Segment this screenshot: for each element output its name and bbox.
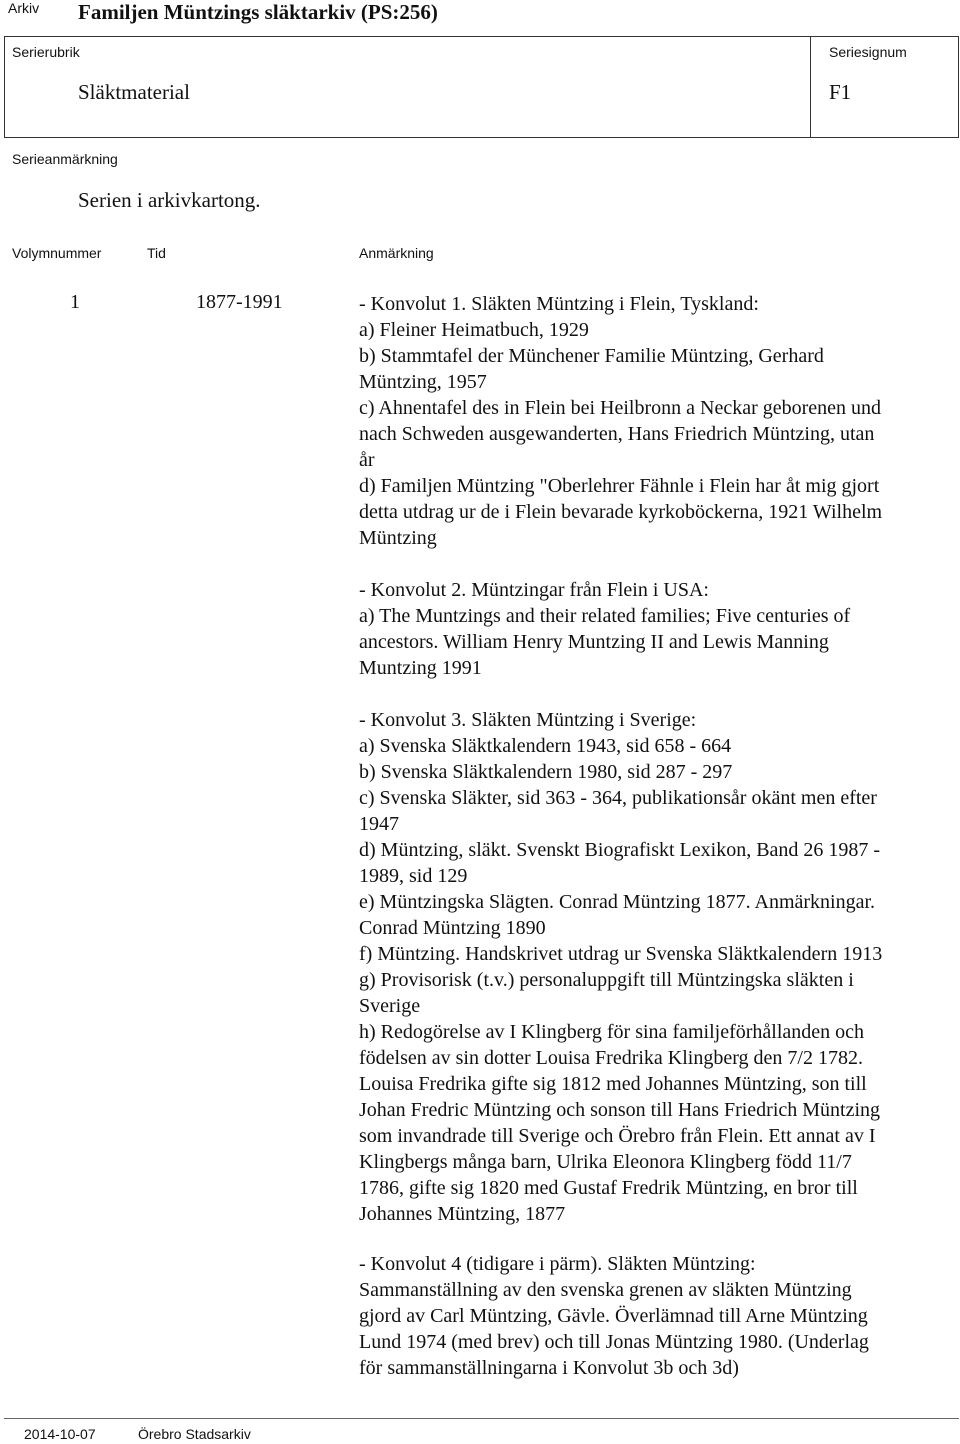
konvolut-1-line: Müntzing <box>359 527 437 549</box>
footer-org: Örebro Stadsarkiv <box>138 1426 251 1442</box>
konvolut-3-line: födelsen av sin dotter Louisa Fredrika Klingberg den 7/2 1782. <box>359 1047 863 1069</box>
konvolut-1-line: a) Fleiner Heimatbuch, 1929 <box>359 319 589 341</box>
konvolut-3-line: c) Svenska Släkter, sid 363 - 364, publikationsår okänt men efter <box>359 787 877 809</box>
volume-number: 1 <box>70 291 80 313</box>
konvolut-1-line: nach Schweden ausgewanderten, Hans Friedrich Müntzing, utan <box>359 423 875 445</box>
volume-tid: 1877-1991 <box>196 291 283 313</box>
box-divider <box>810 36 811 138</box>
konvolut-3-line: g) Provisorisk (t.v.) personaluppgift till Müntzingska släkten i <box>359 969 854 991</box>
konvolut-3-line: e) Müntzingska Slägten. Conrad Müntzing 1877. Anmärkningar. <box>359 891 876 913</box>
konvolut-4-line: gjord av Carl Müntzing, Gävle. Överlämnad till Arne Müntzing <box>359 1305 868 1327</box>
konvolut-1 <box>359 291 959 551</box>
seriesignum-label: Seriesignum <box>829 44 907 60</box>
konvolut-1-line: detta utdrag ur de i Flein bevarade kyrkoböckerna, 1921 Wilhelm <box>359 501 883 523</box>
box-right-border <box>958 36 959 138</box>
konvolut-4-line: Sammanställning av den svenska grenen av släkten Müntzing <box>359 1279 852 1301</box>
konvolut-3-line: - Konvolut 3. Släkten Müntzing i Sverige: <box>359 709 697 731</box>
column-header-volymnummer: Volymnummer <box>12 245 102 261</box>
serierubrik-label: Serierubrik <box>12 44 80 60</box>
konvolut-3-line: som invandrade till Sverige och Örebro från Flein. Ett annat av I <box>359 1125 876 1147</box>
konvolut-3-line: h) Redogörelse av I Klingberg för sina familjeförhållanden och <box>359 1021 865 1043</box>
seriesignum-value: F1 <box>829 80 852 104</box>
serierubrik-value: Släktmaterial <box>78 80 190 104</box>
konvolut-3 <box>359 707 959 1227</box>
konvolut-3-line: b) Svenska Släktkalendern 1980, sid 287 - 297 <box>359 761 733 783</box>
konvolut-1-line: b) Stammtafel der Münchener Familie Müntzing, Gerhard <box>359 345 824 367</box>
konvolut-1-line: d) Familjen Müntzing "Oberlehrer Fähnle i Flein har åt mig gjort <box>359 475 880 497</box>
konvolut-3-line: d) Müntzing, släkt. Svenskt Biografiskt Lexikon, Band 26 1987 - <box>359 839 881 861</box>
konvolut-2-line: a) The Muntzings and their related families; Five centuries of <box>359 605 851 627</box>
column-header-anmarkning: Anmärkning <box>359 245 434 261</box>
konvolut-3-line: a) Svenska Släktkalendern 1943, sid 658 - 664 <box>359 735 732 757</box>
column-header-tid: Tid <box>147 245 166 261</box>
footer-date: 2014-10-07 <box>24 1426 96 1442</box>
archive-label: Arkiv <box>8 0 40 16</box>
konvolut-2-line: Muntzing 1991 <box>359 657 482 679</box>
konvolut-1-line: Müntzing, 1957 <box>359 371 487 393</box>
konvolut-4-line: - Konvolut 4 (tidigare i pärm). Släkten Müntzing: <box>359 1253 756 1275</box>
konvolut-3-line: 1989, sid 129 <box>359 865 468 887</box>
box-top-border <box>4 36 959 37</box>
konvolut-4-line: Lund 1974 (med brev) och till Jonas Müntzing 1980. (Underlag <box>359 1331 869 1353</box>
konvolut-3-line: Conrad Müntzing 1890 <box>359 917 546 939</box>
konvolut-2 <box>359 577 959 681</box>
konvolut-3-line: Louisa Fredrika gifte sig 1812 med Johannes Müntzing, son till <box>359 1073 867 1095</box>
footer-divider <box>4 1418 959 1419</box>
konvolut-4-line: för sammanställningarna i Konvolut 3b och 3d) <box>359 1357 739 1379</box>
konvolut-2-line: - Konvolut 2. Müntzingar från Flein i USA: <box>359 579 709 601</box>
konvolut-3-line: Sverige <box>359 995 421 1017</box>
konvolut-3-line: Johannes Müntzing, 1877 <box>359 1203 566 1225</box>
konvolut-1-line: - Konvolut 1. Släkten Müntzing i Flein, Tyskland: <box>359 293 759 315</box>
konvolut-3-line: f) Müntzing. Handskrivet utdrag ur Svenska Släktkalendern 1913 <box>359 943 883 965</box>
konvolut-4 <box>359 1251 959 1381</box>
konvolut-3-line: 1786, gifte sig 1820 med Gustaf Fredrik Müntzing, en bror till <box>359 1177 858 1199</box>
serieanmarkning-value: Serien i arkivkartong. <box>78 188 261 212</box>
konvolut-3-line: Klingbergs många barn, Ulrika Eleonora Klingberg född 11/7 <box>359 1151 852 1173</box>
box-left-border <box>4 36 5 138</box>
konvolut-1-line: år <box>359 449 375 471</box>
box-bottom-border <box>4 137 959 138</box>
konvolut-3-line: Johan Fredric Müntzing och sonson till Hans Friedrich Müntzing <box>359 1099 881 1121</box>
page-title: Familjen Müntzings släktarkiv (PS:256) <box>78 0 438 24</box>
konvolut-1-line: c) Ahnentafel des in Flein bei Heilbronn a Neckar geborenen und <box>359 397 882 419</box>
konvolut-2-line: ancestors. William Henry Muntzing II and Lewis Manning <box>359 631 829 653</box>
serieanmarkning-label: Serieanmärkning <box>12 151 118 167</box>
konvolut-3-line: 1947 <box>359 813 399 835</box>
